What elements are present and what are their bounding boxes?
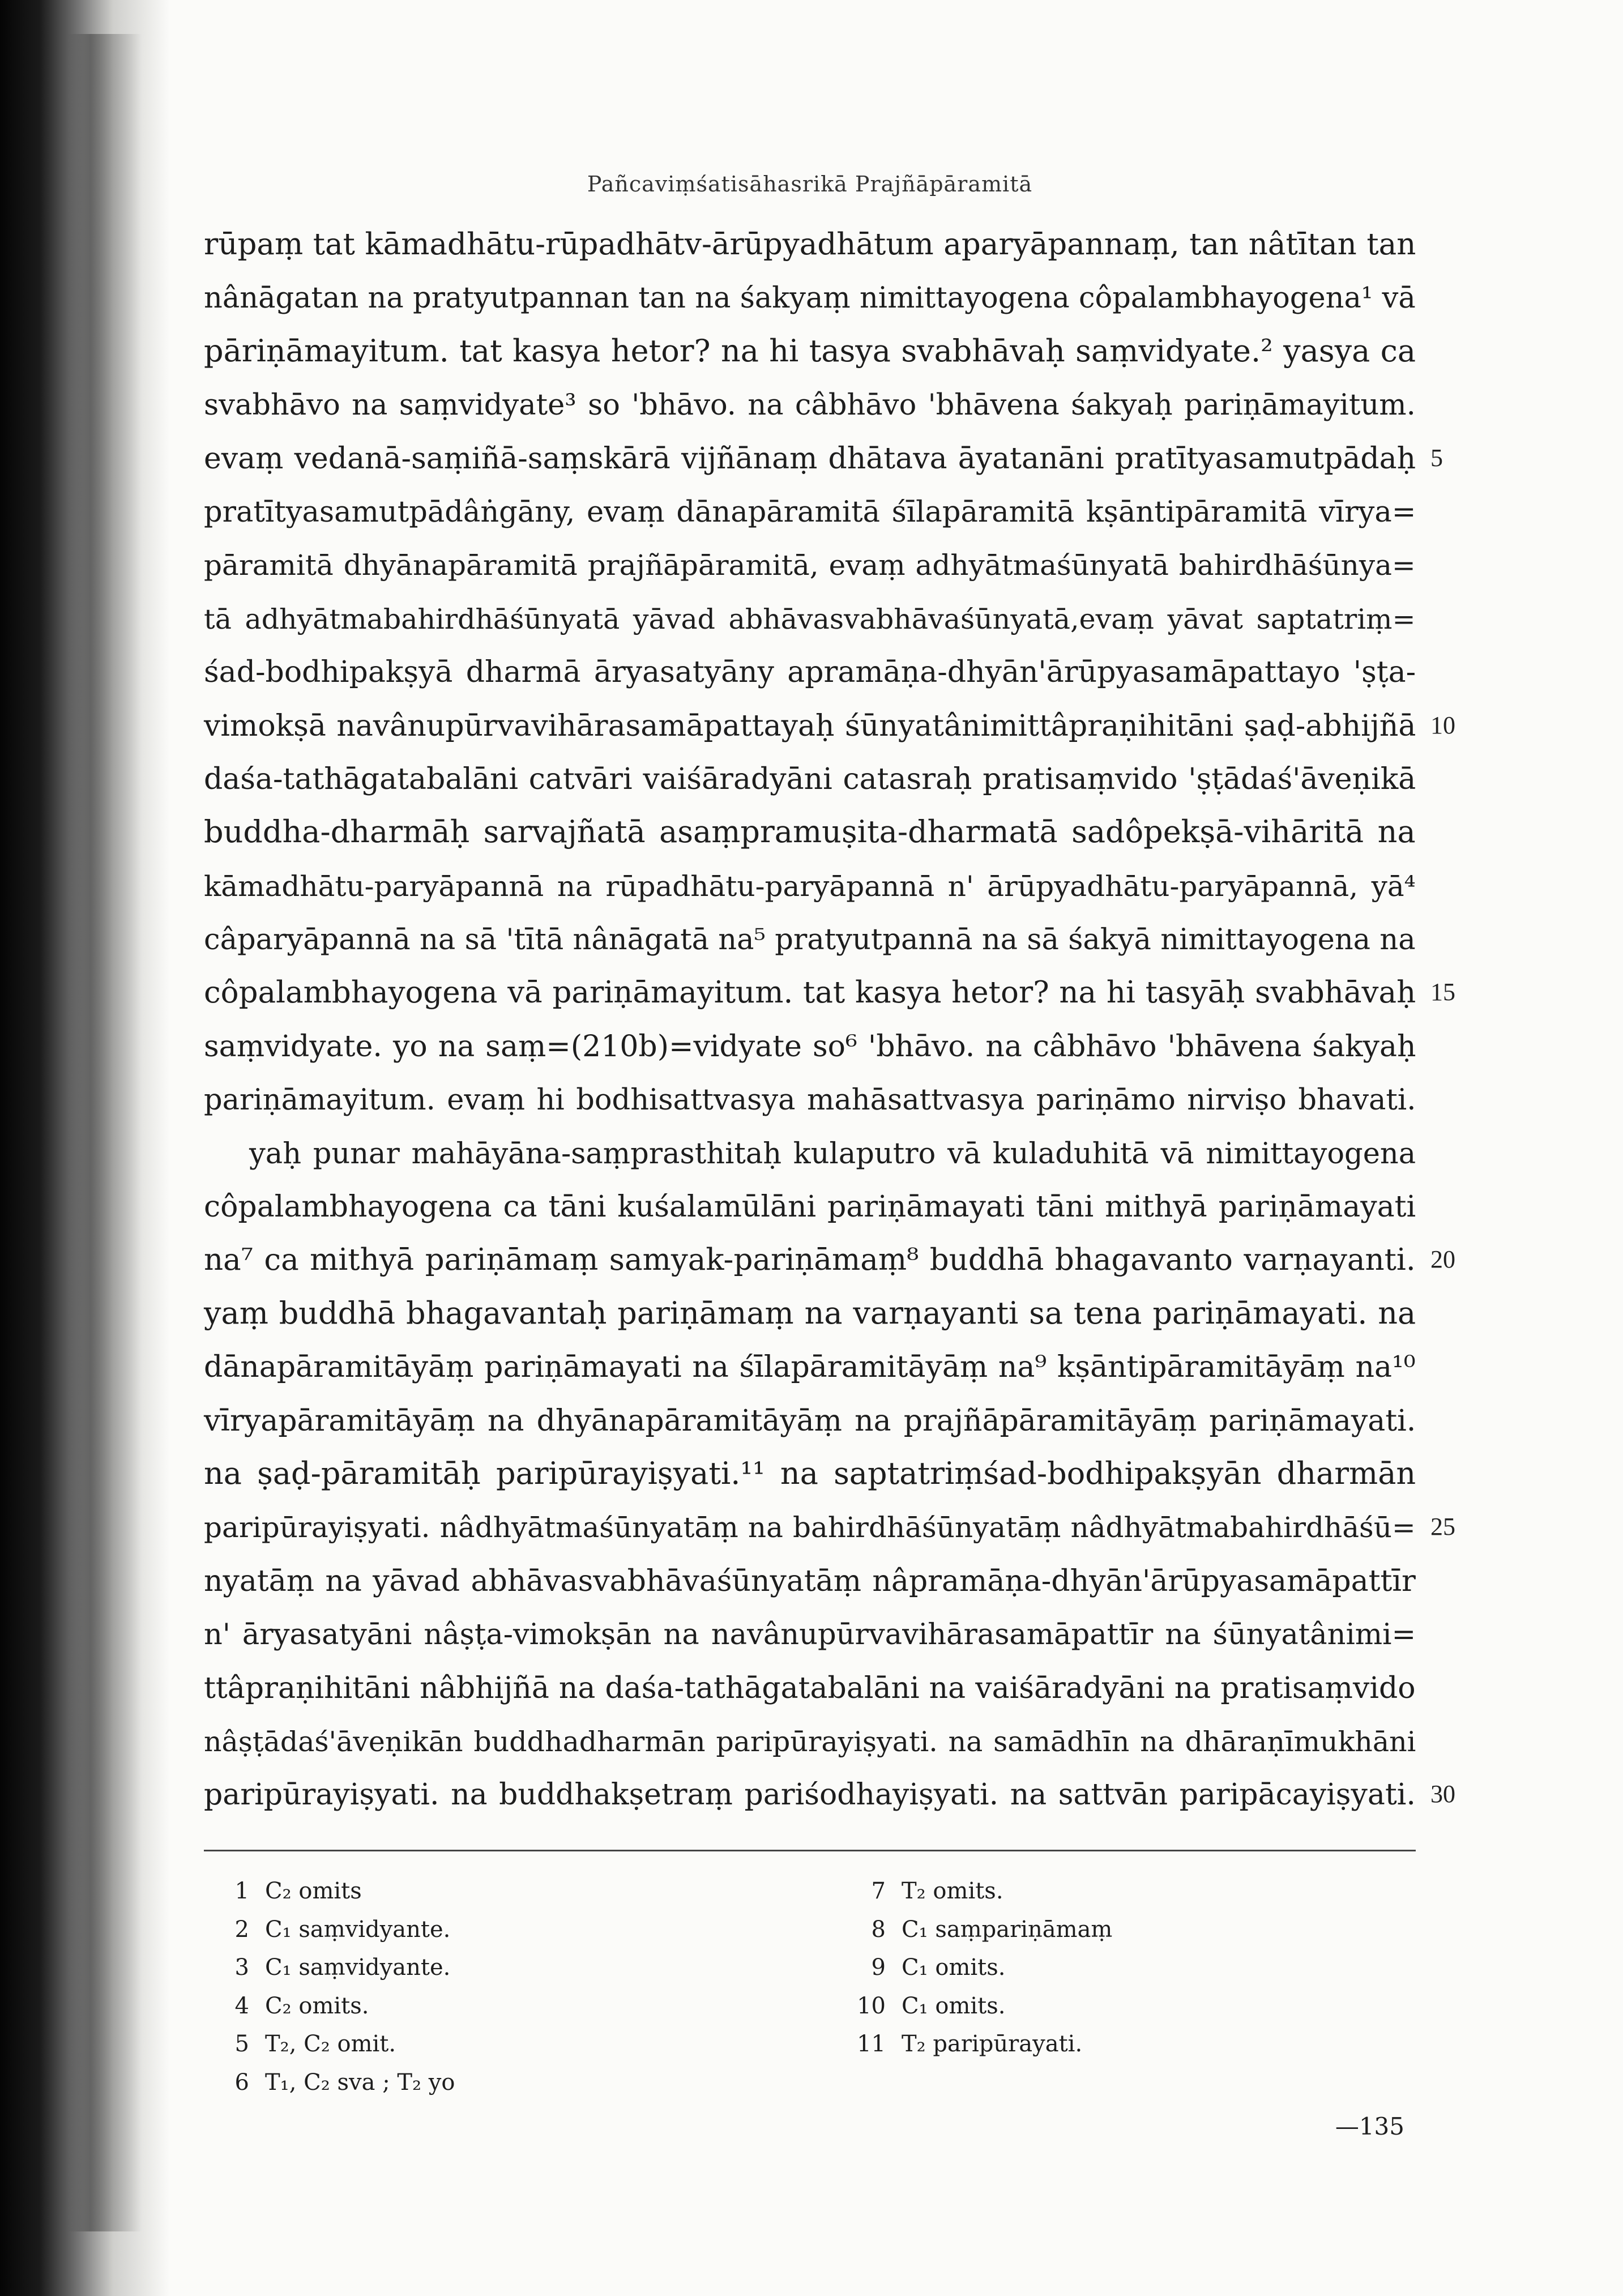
text-line-content: paripūrayiṣyati. na buddhakṣetraṃ pariśodhayiṣyati. na sattvān paripācayiṣyati. <box>204 1778 1416 1812</box>
footnote-number: 7 <box>871 1878 886 1904</box>
footnote-number: 1 <box>234 1878 249 1904</box>
line-number: 15 <box>1430 978 1455 1006</box>
text-line <box>204 1607 1416 1661</box>
footnote <box>219 1949 455 1987</box>
page-number: —135 <box>1335 2113 1404 2140</box>
binding-gutter <box>68 34 142 2231</box>
text-line-content: yaḥ punar mahāyāna-saṃprasthitaḥ kulaputro vā kuladuhitā vā nimittayogena <box>249 1137 1416 1171</box>
footnote-text: C₂ omits <box>265 1878 362 1904</box>
text-line-content: nâṣṭādaś'āveṇikān buddhadharmān paripūrayiṣyati. na samādhīn na dhāraṇīmukhāni <box>204 1725 1416 1758</box>
footnote-text: C₂ omits. <box>265 1992 369 2019</box>
footnote-rule <box>204 1850 1416 1851</box>
text-line-content: câparyāpannā na sā 'tītā nânāgatā na⁵ pratyutpannā na sā śakyā nimittayogena na <box>204 923 1416 957</box>
footnote-number: 2 <box>234 1916 249 1943</box>
text-line <box>204 485 1416 538</box>
text-line <box>204 805 1416 859</box>
line-number: 5 <box>1430 443 1443 472</box>
footnote-text: T₁, C₂ sva ; T₂ yo <box>265 2069 455 2096</box>
text-line <box>204 1073 1416 1126</box>
text-line-content: daśa-tathāgatabalāni catvāri vaiśāradyāni catasraḥ pratisaṃvido 'ṣṭādaś'āveṇikā <box>204 762 1416 796</box>
text-line <box>204 1019 1416 1073</box>
line-number: 20 <box>1430 1245 1455 1274</box>
footnote <box>219 1872 455 1911</box>
text-line-content: nânāgatan na pratyutpannan tan na śakyaṃ nimittayogena côpalambhayogena¹ vā <box>204 281 1416 315</box>
line-number: 30 <box>1430 1780 1455 1808</box>
footnote-number: 6 <box>234 2069 249 2096</box>
text-line-content: saṃvidyate. yo na saṃ=(210b)=vidyate so⁶ 'bhāvo. na câbhāvo 'bhāvena śakyaḥ <box>204 1029 1416 1064</box>
text-line-content: na⁷ ca mithyā pariṇāmaṃ samyak-pariṇāmaṃ⁸ buddhā bhagavanto varṇayanti. <box>204 1243 1416 1278</box>
footnote-number: 5 <box>234 2031 249 2057</box>
line-number: 25 <box>1430 1513 1455 1541</box>
text-line <box>204 1500 1455 1554</box>
text-line <box>204 1126 1416 1180</box>
text-line <box>204 1768 1455 1821</box>
footnote <box>855 1949 1112 1987</box>
text-line-content: côpalambhayogena vā pariṇāmayitum. tat kasya hetor? na hi tasyāḥ svabhāvaḥ <box>204 975 1416 1010</box>
footnote-text: C₁ saṃpariṇāmaṃ <box>902 1916 1113 1943</box>
text-line-content: vīryapāramitāyāṃ na dhyānapāramitāyāṃ na prajñāpāramitāyāṃ pariṇāmayati. <box>204 1403 1416 1438</box>
text-line <box>204 1287 1416 1340</box>
footnotes-right-column <box>855 1872 1112 2064</box>
text-line-content: buddha-dharmāḥ sarvajñatā asaṃpramuṣita-dharmatā sadôpekṣā-vihāritā na <box>204 814 1416 850</box>
footnote <box>855 2025 1112 2064</box>
text-line-content: vimokṣā navânupūrvavihārasamāpattayaḥ śūnyatânimittâpraṇihitāni ṣaḍ-abhijñā <box>204 709 1416 743</box>
text-line <box>204 271 1416 324</box>
text-line-content: svabhāvo na saṃvidyate³ so 'bhāvo. na câbhāvo 'bhāvena śakyaḥ pariṇāmayitum. <box>204 389 1416 423</box>
footnote <box>855 1872 1112 1911</box>
footnote <box>219 2025 455 2064</box>
footnote <box>855 1987 1112 2026</box>
footnote-text: T₂ omits. <box>902 1878 1003 1904</box>
text-line-content: pāramitā dhyānapāramitā prajñāpāramitā, evaṃ adhyātmaśūnyatā bahirdhāśūnya= <box>204 549 1416 582</box>
text-line-content: pariṇāmayitum. evaṃ hi bodhisattvasya mahāsattvasya pariṇāmo nirviṣo bhavati. <box>204 1083 1416 1117</box>
text-line <box>204 1714 1416 1768</box>
text-line <box>204 859 1416 912</box>
line-number: 10 <box>1430 711 1455 739</box>
footnote <box>219 1987 455 2026</box>
footnote-text: C₁ omits. <box>902 1954 1006 1981</box>
text-line-content: n' āryasatyāni nâṣṭa-vimokṣān na navânupūrvavihārasamāpattīr na śūnyatânimi= <box>204 1618 1416 1652</box>
text-line-content: yaṃ buddhā bhagavantaḥ pariṇāmaṃ na varṇayanti sa tena pariṇāmayati. na <box>204 1295 1416 1331</box>
text-line <box>204 432 1443 485</box>
footnote-text: T₂ paripūrayati. <box>902 2031 1083 2057</box>
text-line <box>204 1233 1455 1286</box>
text-line-content: côpalambhayogena ca tāni kuśalamūlāni pariṇāmayati tāni mithyā pariṇāmayati <box>204 1190 1416 1224</box>
footnote-text: C₁ saṃvidyante. <box>265 1954 451 1981</box>
text-line <box>204 1661 1416 1714</box>
text-line <box>204 1180 1416 1233</box>
footnote <box>855 1911 1112 1949</box>
text-line <box>204 378 1416 431</box>
footnote-text: C₁ saṃvidyante. <box>265 1916 451 1943</box>
text-line-content: pāriṇāmayitum. tat kasya hetor? na hi tasya svabhāvaḥ saṃvidyate.² yasya ca <box>204 332 1416 369</box>
text-line-content: rūpaṃ tat kāmadhātu-rūpadhātv-ārūpyadhātum aparyāpannaṃ, tan nâtītan tan <box>204 227 1416 262</box>
text-line <box>204 699 1455 752</box>
text-line <box>204 1447 1416 1500</box>
footnote-number: 9 <box>871 1954 886 1981</box>
text-line <box>204 645 1416 698</box>
text-line <box>204 325 1416 378</box>
footnotes-left-column <box>219 1872 455 2102</box>
footnote <box>219 1911 455 1949</box>
footnote-text: C₁ omits. <box>902 1992 1006 2019</box>
text-line <box>204 217 1416 271</box>
text-line-content: śad-bodhipakṣyā dharmā āryasatyāny apramāṇa-dhyān'ārūpyasamāpattayo 'ṣṭa- <box>204 655 1416 690</box>
text-line-content: ttâpraṇihitāni nâbhijñā na daśa-tathāgatabalāni na vaiśāradyāni na pratisaṃvido <box>204 1671 1416 1705</box>
footnote-number: 8 <box>871 1916 886 1943</box>
text-line-content: nyatāṃ na yāvad abhāvasvabhāvaśūnyatāṃ nâpramāṇa-dhyān'ārūpyasamāpattīr <box>204 1564 1416 1598</box>
text-line-content: pratītyasamutpādâṅgāny, evaṃ dānapāramitā śīlapāramitā kṣāntipāramitā vīrya= <box>204 495 1416 529</box>
text-line <box>204 912 1416 966</box>
text-line <box>204 592 1416 645</box>
text-line <box>204 966 1455 1019</box>
footnote-number: 3 <box>234 1954 249 1981</box>
text-line <box>204 1340 1416 1393</box>
footnote-number: 11 <box>857 2031 886 2057</box>
footnote-text: T₂, C₂ omit. <box>265 2031 396 2057</box>
text-line <box>204 1554 1416 1607</box>
text-line-content: dānapāramitāyāṃ pariṇāmayati na śīlapāramitāyāṃ na⁹ kṣāntipāramitāyāṃ na¹⁰ <box>204 1350 1416 1385</box>
text-line-content: tā adhyātmabahirdhāśūnyatā yāvad abhāvasvabhāvaśūnyatā,evaṃ yāvat saptatriṃ= <box>204 603 1416 635</box>
footnote <box>219 2064 455 2102</box>
text-line-content: evaṃ vedanā-saṃiñā-saṃskārā vijñānaṃ dhātava āyatanāni pratītyasamutpādaḥ <box>204 441 1416 476</box>
text-line <box>204 752 1416 805</box>
footnote-number: 10 <box>857 1992 886 2019</box>
text-line <box>204 1394 1416 1447</box>
footnote-number: 4 <box>234 1992 249 2019</box>
main-text <box>204 217 1455 1821</box>
text-line-content: na ṣaḍ-pāramitāḥ paripūrayiṣyati.¹¹ na saptatriṃśad-bodhipakṣyān dharmān <box>204 1455 1416 1491</box>
text-line <box>204 538 1416 591</box>
text-line-content: paripūrayiṣyati. nâdhyātmaśūnyatāṃ na bahirdhāśūnyatāṃ nâdhyātmabahirdhāśū= <box>204 1511 1416 1544</box>
text-line-content: kāmadhātu-paryāpannā na rūpadhātu-paryāpannā n' ārūpyadhātu-paryāpannā, yā⁴ <box>204 869 1416 903</box>
running-head: Pañcaviṃśatisāhasrikā Prajñāpāramitā <box>587 172 1033 197</box>
